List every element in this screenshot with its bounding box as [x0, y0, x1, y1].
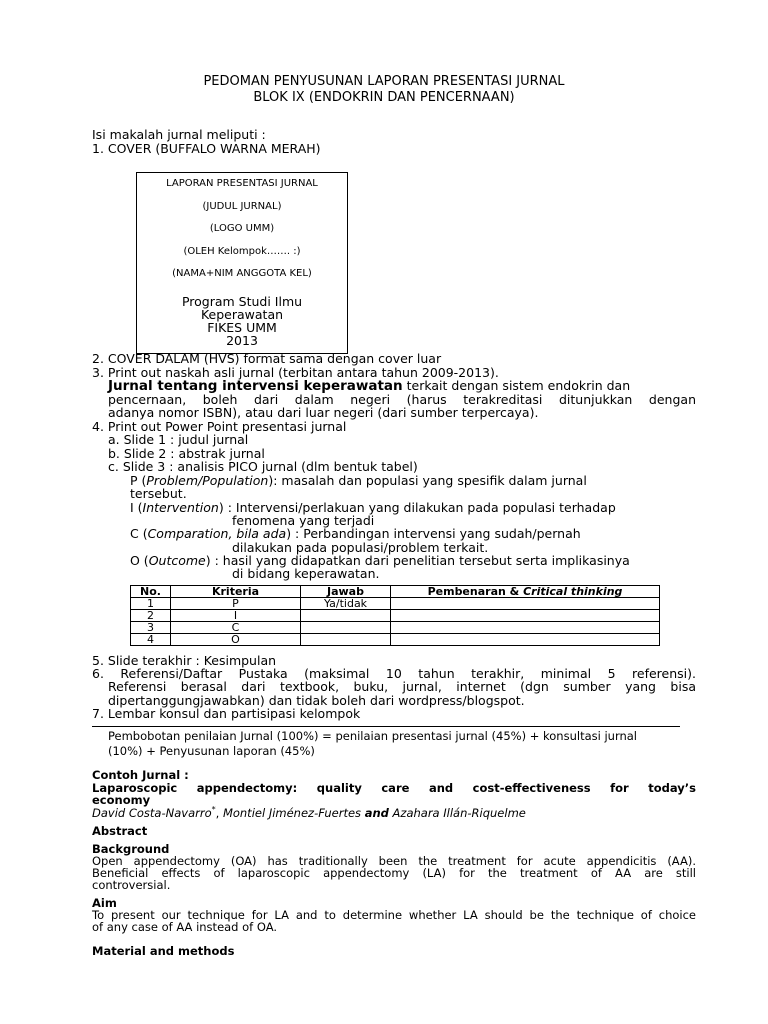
- pico-label: O (: [130, 553, 149, 568]
- list-item-2: 2. COVER DALAM (HVS) format sama dengan cover luar: [92, 351, 442, 366]
- table-header-row: [131, 586, 660, 598]
- example-authors: David Costa-Navarro*, Montiel Jiménez-Fuertes and Azahara Illán-Riquelme: [92, 805, 526, 820]
- page-title: PEDOMAN PENYUSUNAN LAPORAN PRESENTASI JURNAL: [203, 74, 565, 89]
- slide-item-c: c. Slide 3 : analisis PICO jurnal (dlm bentuk tabel): [108, 459, 418, 474]
- pico-table: [130, 585, 660, 646]
- table-cell: [391, 634, 660, 646]
- column-header: No.: [131, 586, 171, 598]
- page-subtitle: BLOK IX (ENDOKRIN DAN PENCERNAAN): [253, 90, 515, 105]
- table-cell: 2: [131, 610, 171, 622]
- table-cell: 1: [131, 598, 171, 610]
- author-name: Montiel Jiménez-Fuertes: [222, 805, 362, 820]
- cover-line: (NAMA+NIM ANGGOTA KEL): [172, 268, 312, 279]
- table-row: [131, 634, 660, 646]
- cover-template-box: [136, 172, 348, 354]
- table-row: [131, 610, 660, 622]
- author-name: Azahara Illán-Riquelme: [392, 805, 526, 820]
- header-text: Pembenaran &: [427, 585, 524, 598]
- table-cell: [301, 610, 391, 622]
- background-text: controversial.: [92, 878, 171, 892]
- cover-line: (JUDUL JURNAL): [202, 201, 282, 212]
- cover-line: 2013: [226, 333, 258, 348]
- pico-label: P (: [130, 473, 147, 488]
- pico-o-line-2: di bidang keperawatan.: [232, 566, 380, 581]
- table-cell: [301, 622, 391, 634]
- abstract-heading: Abstract: [92, 824, 148, 838]
- table-row: [131, 622, 660, 634]
- pico-c-line-2: dilakukan pada populasi/problem terkait.: [232, 540, 489, 555]
- list-item-1: 1. COVER (BUFFALO WARNA MERAH): [92, 141, 321, 156]
- table-cell: [391, 622, 660, 634]
- pico-term: Comparation, bila ada: [147, 526, 287, 541]
- list-item-6-line-3: dipertanggungjawabkan) dan tidak boleh dari wordpress/blogspot.: [108, 693, 525, 708]
- background-heading: Background: [92, 842, 170, 856]
- slide-item-a: a. Slide 1 : judul jurnal: [108, 432, 249, 447]
- table-cell: 4: [131, 634, 171, 646]
- emphasis-text: Jurnal tentang intervensi keperawatan: [108, 378, 403, 394]
- table-row: [131, 598, 660, 610]
- aim-text: To present our technique for LA and to determine whether LA should be the technique of choice: [92, 908, 696, 922]
- cover-line: LAPORAN PRESENTASI JURNAL: [166, 178, 318, 189]
- pico-term: Outcome: [148, 553, 206, 568]
- table-cell: Ya/tidak: [301, 598, 391, 610]
- example-title: Laparoscopic appendectomy: quality care and cost-effectiveness for today’s: [92, 781, 696, 795]
- pico-desc: ) : Intervensi/perlakuan yang dilakukan pada populasi terhadap: [218, 500, 616, 515]
- pico-o: [130, 553, 630, 568]
- author-conjunction: and: [364, 805, 389, 820]
- list-item-4: 4. Print out Power Point presentasi jurnal: [92, 419, 347, 434]
- table-cell: I: [171, 610, 301, 622]
- list-item-3-line-4: adanya nomor ISBN), atau dari luar negeri (dari sumber terpercaya).: [108, 405, 539, 420]
- table-cell: [391, 610, 660, 622]
- cover-line: (LOGO UMM): [209, 223, 275, 234]
- pico-c: [130, 526, 581, 541]
- header-text-italic: Critical thinking: [523, 585, 623, 598]
- example-title-line-2: economy: [92, 793, 151, 807]
- cover-line: Keperawatan: [200, 307, 284, 322]
- pico-i-line-2: fenomena yang terjadi: [232, 513, 375, 528]
- aim-heading: Aim: [92, 896, 117, 910]
- list-item-3: 3. Print out naskah asli jurnal (terbitan antara tahun 2009-2013).: [92, 365, 499, 380]
- list-item-7: 7. Lembar konsul dan partisipasi kelompok: [92, 706, 361, 721]
- pico-desc: ) : Perbandingan intervensi yang sudah/pernah: [286, 526, 581, 541]
- column-header: Jawab: [301, 586, 391, 598]
- pico-desc: ) : hasil yang didapatkan dari penelitian tersebut serta implikasinya: [205, 553, 630, 568]
- list-item-5: 5. Slide terakhir : Kesimpulan: [92, 653, 277, 668]
- cover-line: (OLEH Kelompok……. :): [183, 246, 301, 257]
- list-item-3-line-3: pencernaan, boleh dari dalam negeri (harus terakreditasi ditunjukkan dengan: [108, 392, 696, 407]
- example-label: Contoh Jurnal :: [92, 768, 189, 782]
- pico-p: [130, 473, 587, 488]
- author-name: David Costa-Navarro: [92, 805, 212, 820]
- pico-term: Intervention: [142, 500, 219, 515]
- cover-line: Program Studi Ilmu: [181, 294, 303, 309]
- table-cell: C: [171, 622, 301, 634]
- table-cell: O: [171, 634, 301, 646]
- divider: [92, 726, 680, 727]
- pico-p-line-2: tersebut.: [130, 486, 187, 501]
- slide-item-b: b. Slide 2 : abstrak jurnal: [108, 446, 265, 461]
- column-header: [391, 586, 660, 598]
- column-header: Kriteria: [171, 586, 301, 598]
- author-mark: *: [211, 805, 216, 814]
- cover-line: FIKES UMM: [207, 320, 277, 335]
- list-item-6-line-2: Referensi berasal dari textbook, buku, jurnal, internet (dgn sumber yang bisa: [108, 679, 696, 694]
- table-cell: 3: [131, 622, 171, 634]
- weighting-note-line-2: (10%) + Penyusunan laporan (45%): [108, 744, 315, 758]
- pico-desc: ): masalah dan populasi yang spesifik dalam jurnal: [268, 473, 587, 488]
- list-item-6: 6. Referensi/Daftar Pustaka (maksimal 10 tahun terakhir, minimal 5 referensi).: [92, 666, 696, 681]
- aim-text: of any case of AA instead of OA.: [92, 920, 278, 934]
- table-cell: P: [171, 598, 301, 610]
- background-text: Beneficial effects of laparoscopic appendectomy (LA) for the treatment of AA are still: [92, 866, 696, 880]
- methods-heading: Material and methods: [92, 944, 235, 958]
- pico-label: C (: [130, 526, 148, 541]
- intro-text: Isi makalah jurnal meliputi :: [92, 127, 266, 142]
- table-cell: [391, 598, 660, 610]
- table-cell: [301, 634, 391, 646]
- pico-label: I (: [130, 500, 143, 515]
- body-text: terkait dengan sistem endokrin dan: [406, 378, 631, 393]
- weighting-note: Pembobotan penilaian Jurnal (100%) = penilaian presentasi jurnal (45%) + konsultasi jurnal: [108, 729, 638, 743]
- background-text: Open appendectomy (OA) has traditionally been the treatment for acute appendicitis (AA).: [92, 854, 696, 868]
- pico-term: Problem/Population: [146, 473, 269, 488]
